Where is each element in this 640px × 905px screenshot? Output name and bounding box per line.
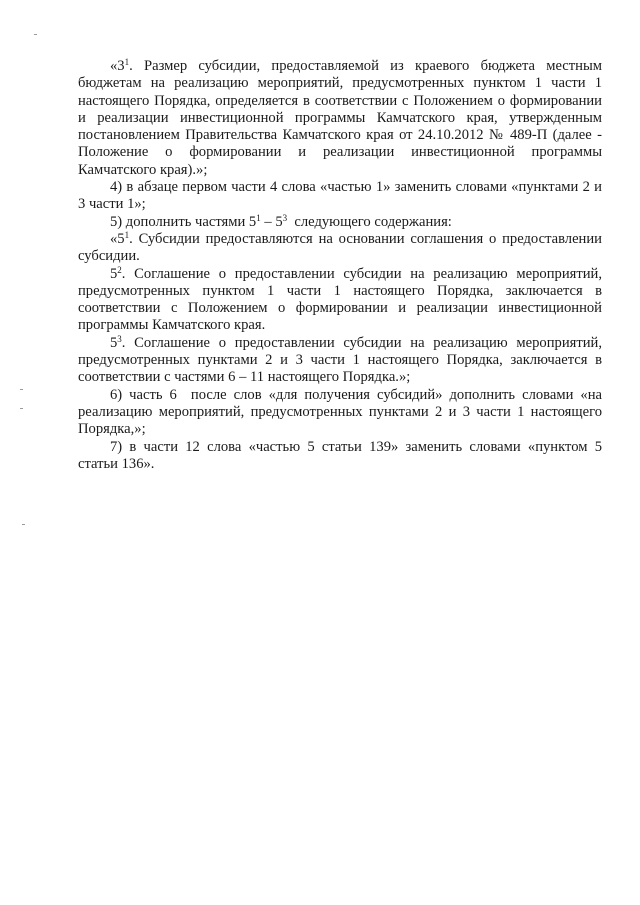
text-run: . Субсидии предоставляются на основании соглашения о предоставлении субсидии.: [78, 230, 602, 265]
paragraph-part-5-3: [78, 335, 602, 387]
text-run: 5: [110, 265, 118, 282]
text-run: 4) в абзаце первом части 4 слова «частью 1» заменить словами «пунктами 2 и 3 части 1»;: [78, 179, 602, 213]
text-run: . Соглашение о предоставлении субсидии на реализацию мероприятий, предусмотренных пунктами 2 и 3 части 1 настоящего Порядка, заключается в соответствии с частями 6 – 11 настоящего Порядка.»;: [78, 334, 602, 386]
text-run: 5) дополнить частями 5: [110, 213, 257, 230]
scan-margin-mark: [22, 524, 25, 525]
text-run: 5: [110, 334, 118, 351]
scan-margin-mark: [20, 389, 23, 390]
text-run: следующего содержания:: [287, 213, 452, 230]
paragraph-item-7: [78, 439, 602, 474]
paragraph-part-5-1: [78, 231, 602, 266]
paragraph-subsidy-size: [78, 58, 602, 179]
text-run: 6) часть 6 после слов «для получения субсидий» дополнить словами «на реализацию мероприятий, предусмотренных пунктами 2 и 3 части 1 настоящего Порядка,»;: [78, 386, 606, 438]
text-run: «5: [110, 230, 125, 247]
document-body: [78, 57, 606, 473]
superscript: 1: [124, 57, 130, 67]
scan-margin-mark: [20, 408, 23, 409]
superscript: 3: [117, 333, 122, 344]
text-run: . Размер субсидии, предоставляемой из краевого бюджета местным бюджетам на реализацию мероприятий, предусмотренных пунктом 1 части 1 настоящего Порядка, определяется в соответствии с Положением о формировании и реализации инвестиционной программы Камчатского края, утвержденным постановлением Правительства Камчатского края от 24.10.2012 № 489-П (далее - Положение о формировании и реализации инвестиционной программы Камчатского края).»;: [78, 58, 602, 178]
paragraph-item-4: [78, 179, 602, 214]
superscript: 1: [124, 229, 130, 240]
text-run: «3: [110, 58, 125, 74]
superscript: 1: [256, 212, 261, 223]
text-run: 7) в части 12 слова «частью 5 статьи 139» заменить словами «пунктом 5 статьи 136».: [78, 438, 602, 472]
paragraph-item-5: [78, 214, 602, 231]
paragraph-part-5-2: [78, 266, 602, 335]
text-run: . Соглашение о предоставлении субсидии на реализацию мероприятий, предусмотренных пунктом 1 части 1 настоящего Порядка, заключается в соответствии с Положением о формировании и реализации инвестиционной программы Камчатского края.: [78, 265, 602, 334]
text-run: – 5: [260, 213, 283, 230]
superscript: 2: [117, 264, 122, 275]
paragraph-item-6: [78, 386, 606, 439]
superscript: 3: [282, 212, 288, 223]
scan-margin-mark: [34, 34, 37, 35]
